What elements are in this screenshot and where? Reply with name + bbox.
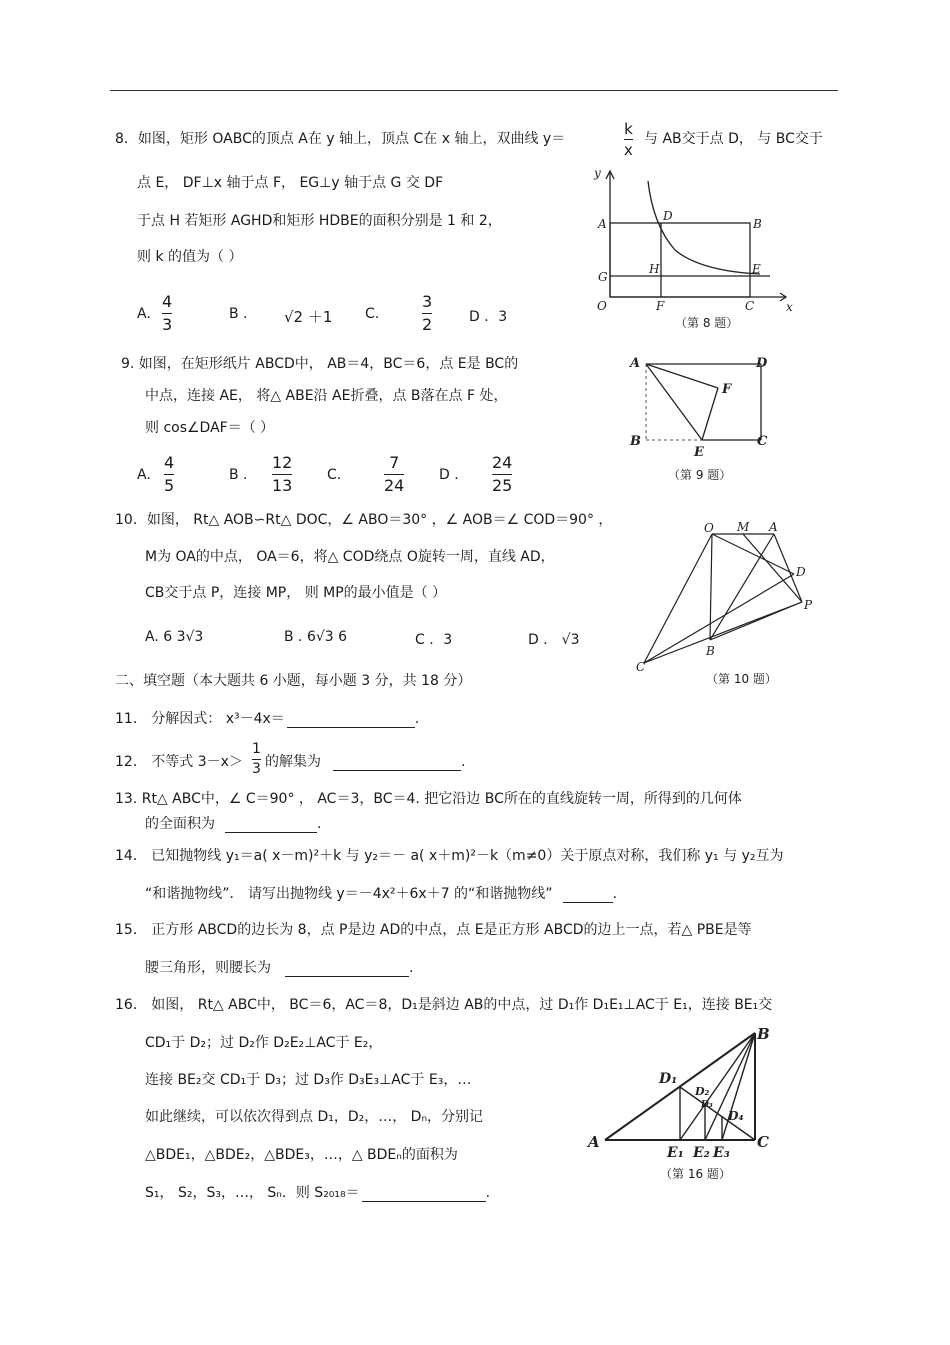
q14-line2-row xyxy=(145,885,617,903)
q16-fig-C: C xyxy=(757,1133,769,1151)
q12-tail: 的解集为 xyxy=(265,754,321,770)
q16-line3: 连接 BE₂交 CD₁于 D₃；过 D₃作 D₃E₃⊥AC于 E₃，… xyxy=(145,1072,472,1088)
q8-fig-C: C xyxy=(745,299,755,313)
q14-line2: “和谐抛物线”． 请写出抛物线 y＝－4x²＋6x＋7 的“和谐抛物线” xyxy=(145,886,553,902)
q13-line2-row xyxy=(145,815,321,833)
q10-line1: 10．如图， Rt△ AOB∽Rt△ DOC，∠ ABO＝30° ，∠ AOB＝∠ COD＝90° ， xyxy=(115,512,613,528)
q10-fig-P: P xyxy=(804,598,813,612)
q14-end: . xyxy=(612,886,618,902)
q8-figure xyxy=(590,165,795,315)
q16-answer-blank[interactable] xyxy=(362,1187,486,1202)
q9-option-b-den: 13 xyxy=(272,476,293,495)
q16-line6-row xyxy=(145,1184,490,1202)
q8-fig-y: y xyxy=(594,166,601,180)
q13-line2: 的全面积为 xyxy=(145,816,215,832)
q15-end: . xyxy=(409,960,414,976)
q9-option-a-num: 4 xyxy=(164,453,175,472)
q8-option-c-den: 2 xyxy=(422,315,433,334)
q9-figure xyxy=(626,350,776,460)
q9-option-a-label: A. xyxy=(137,467,151,483)
q13-line1: 13. Rt△ ABC中，∠ C＝90° ， AC＝3，BC＝4. 把它沿边 BC所在的直线旋转一周，所得到的几何体 xyxy=(115,791,742,807)
q8-caption: （第 8 题） xyxy=(675,316,739,330)
q8-option-c xyxy=(422,292,432,335)
q9-option-a-den: 5 xyxy=(164,476,175,495)
q10-fig-C: C xyxy=(636,660,646,673)
q16-figure xyxy=(585,1025,785,1165)
q9-option-c xyxy=(384,453,404,496)
q10-fig-M: M xyxy=(737,520,750,534)
q16-fig-B: B xyxy=(757,1025,770,1043)
q10-line2: M为 OA的中点， OA＝6，将△ COD绕点 O旋转一周，直线 AD， xyxy=(145,549,555,565)
q10-fig-D: D xyxy=(796,565,806,579)
q9-option-c-label: C. xyxy=(327,467,342,483)
q8-fig-E: E xyxy=(752,262,761,276)
q8-option-a-den: 3 xyxy=(162,315,173,334)
q16-fig-E2: E₂ xyxy=(693,1145,710,1161)
q9-option-d-num: 24 xyxy=(492,453,513,472)
q16-end: . xyxy=(485,1185,491,1201)
q8-option-a xyxy=(162,292,172,335)
q15-line2-row xyxy=(145,959,413,977)
q9-caption: （第 9 题） xyxy=(668,468,732,482)
q12-fraction xyxy=(252,741,261,778)
q8-fig-O: O xyxy=(597,299,607,313)
q8-option-b-expr: √2 ＋1 xyxy=(284,308,333,326)
q9-fig-C: C xyxy=(757,434,768,449)
q9-option-d xyxy=(492,453,512,496)
q9-fig-E: E xyxy=(694,445,704,460)
q8-line4: 则 k 的值为（ ） xyxy=(137,249,243,265)
q16-fig-A: A xyxy=(588,1133,600,1151)
q13-end: . xyxy=(317,816,322,832)
q16-fig-D4: D₄ xyxy=(728,1109,744,1123)
q16-fig-E1: E₁ xyxy=(667,1145,684,1161)
q8-option-c-label: C. xyxy=(365,306,380,322)
q16-line4: 如此继续，可以依次得到点 D₁，D₂，…， Dₙ，分别记 xyxy=(145,1109,484,1125)
q8-frac-den: x xyxy=(624,141,633,159)
q8-fig-F: F xyxy=(656,299,665,313)
q12-prompt: 12． 不等式 3－x＞ xyxy=(115,754,243,770)
q8-line2: 点 E， DF⊥x 轴于点 F， EG⊥y 轴于点 G 交 DF xyxy=(137,175,444,191)
q8-line1: 8．如图，矩形 OABC的顶点 A在 y 轴上，顶点 C在 x 轴上，双曲线 y＝ xyxy=(115,131,566,147)
q8-fig-H: H xyxy=(649,262,660,276)
q12-tail-row xyxy=(265,753,465,771)
q10-option-c: C ．3 xyxy=(415,632,453,648)
q8-fig-B: B xyxy=(753,217,762,231)
q15-answer-blank[interactable] xyxy=(285,962,409,977)
q13-answer-blank[interactable] xyxy=(225,818,317,833)
q8-option-a-num: 4 xyxy=(162,292,173,311)
q11-end: . xyxy=(414,711,420,727)
q8-fig-x: x xyxy=(786,300,793,314)
q8-fraction xyxy=(624,120,633,159)
q10-option-a: A. 6 3√3 xyxy=(145,629,204,645)
q15-line1: 15． 正方形 ABCD的边长为 8，点 P是边 AD的中点，点 E是正方形 ABCD的边上一点，若△ PBE是等 xyxy=(115,922,752,938)
q12-end: . xyxy=(461,754,466,770)
q9-option-a xyxy=(164,453,174,496)
q10-fig-B: B xyxy=(706,644,715,658)
q16-fig-D3: D₃ xyxy=(701,1100,713,1110)
q9-fig-D: D xyxy=(756,356,768,371)
q10-line3: CB交于点 P，连接 MP， 则 MP的最小值是（ ） xyxy=(145,585,447,601)
header-rule xyxy=(110,90,838,91)
q9-line2: 中点，连接 AE， 将△ ABE沿 AE折叠，点 B落在点 F 处， xyxy=(145,388,508,404)
q9-fig-B: B xyxy=(630,434,641,449)
q10-fig-A: A xyxy=(769,520,778,534)
q16-line5: △BDE₁，△BDE₂，△BDE₃，…，△ BDEₙ的面积为 xyxy=(145,1147,458,1163)
q9-option-d-label: D . xyxy=(439,467,459,483)
q14-line1: 14． 已知抛物线 y₁＝a( x－m)²＋k 与 y₂＝－ a( x＋m)²－k（m≠0）关于原点对称，我们称 y₁ 与 y₂互为 xyxy=(115,848,784,864)
q9-fig-F: F xyxy=(722,382,732,397)
q8-frac-num: k xyxy=(624,120,633,138)
q10-figure xyxy=(634,518,819,673)
q16-caption: （第 16 题） xyxy=(660,1167,731,1181)
q8-option-b-label: B . xyxy=(229,306,248,322)
q8-option-c-num: 3 xyxy=(422,292,433,311)
q12-frac-num: 1 xyxy=(252,741,261,757)
q9-line1: 9. 如图，在矩形纸片 ABCD中， AB＝4，BC＝6，点 E是 BC的 xyxy=(121,356,519,372)
q9-option-b-num: 12 xyxy=(272,453,293,472)
q11-answer-blank[interactable] xyxy=(287,713,415,728)
q11-prompt: 11． 分解因式： x³－4x＝ xyxy=(115,711,285,727)
q10-option-b: B . 6√3 6 xyxy=(284,629,348,645)
q16-line1: 16． 如图， Rt△ ABC中， BC＝6，AC＝8，D₁是斜边 AB的中点，过 D₁作 D₁E₁⊥AC于 E₁，连接 BE₁交 xyxy=(115,997,773,1013)
q9-option-b-label: B . xyxy=(229,467,248,483)
q10-option-d: D ． √3 xyxy=(528,632,580,648)
q16-fig-E3: E₃ xyxy=(713,1145,730,1161)
q8-line1-tail: 与 AB交于点 D， 与 BC交于 xyxy=(644,131,823,147)
q8-option-a-label: A. xyxy=(137,306,151,322)
q10-fig-O: O xyxy=(704,521,714,535)
q10-caption: （第 10 题） xyxy=(706,672,777,686)
q12-answer-blank[interactable] xyxy=(333,756,461,771)
q8-fig-G: G xyxy=(598,270,608,284)
q15-line2: 腰三角形，则腰长为 xyxy=(145,960,271,976)
q9-line3: 则 cos∠DAF＝（ ） xyxy=(145,420,275,436)
q16-line2: CD₁于 D₂；过 D₂作 D₂E₂⊥AC于 E₂， xyxy=(145,1035,383,1051)
section2-heading: 二、填空题（本大题共 6 小题，每小题 3 分，共 18 分） xyxy=(115,673,472,689)
q8-fig-D: D xyxy=(663,209,673,223)
q8-line3: 于点 H 若矩形 AGHD和矩形 HDBE的面积分别是 1 和 2， xyxy=(137,213,502,229)
q8-option-d: D ．3 xyxy=(469,309,508,325)
q12-frac-den: 3 xyxy=(252,761,261,777)
q9-fig-A: A xyxy=(630,356,641,371)
q9-option-b xyxy=(272,453,292,496)
q14-answer-blank[interactable] xyxy=(563,888,613,903)
q16-line6: S₁， S₂，S₃，…， Sₙ．则 S₂₀₁₈＝ xyxy=(145,1185,360,1201)
q11-text xyxy=(115,710,419,728)
q8-fig-A: A xyxy=(598,217,607,231)
q9-option-c-den: 24 xyxy=(384,476,405,495)
q16-fig-D1: D₁ xyxy=(659,1071,678,1087)
q16-fig-D2: D₂ xyxy=(695,1085,710,1098)
q9-option-c-num: 7 xyxy=(389,453,400,472)
q9-option-d-den: 25 xyxy=(492,476,513,495)
